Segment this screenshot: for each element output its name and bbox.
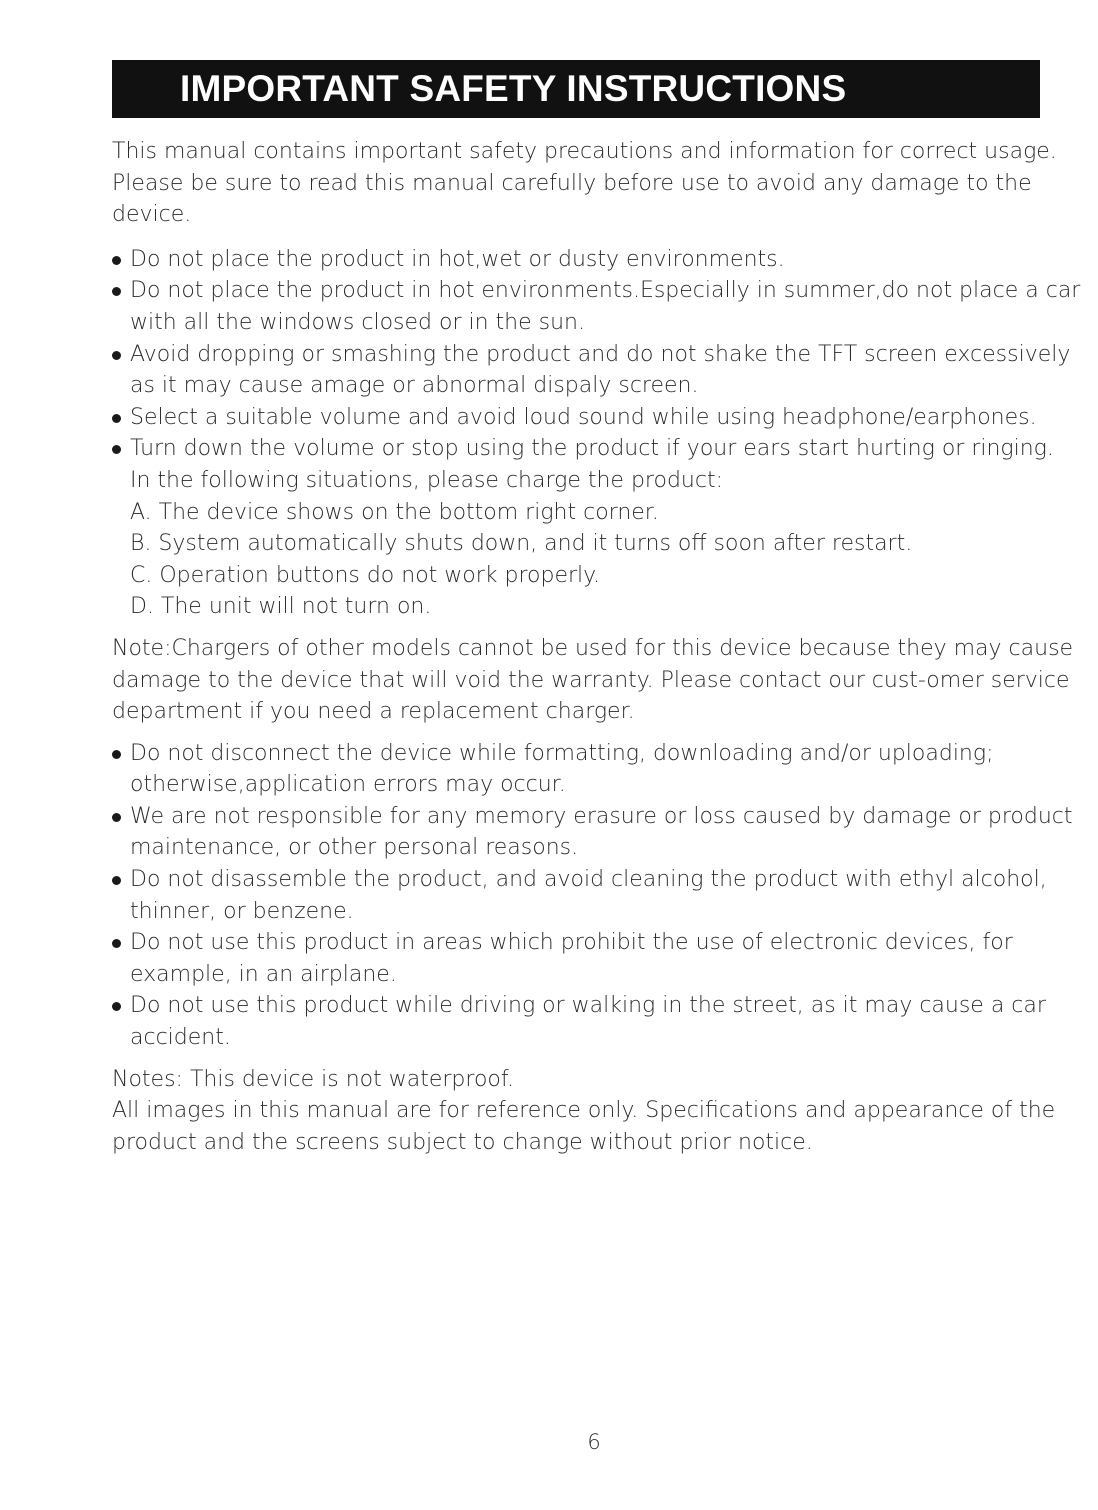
bullet-icon bbox=[112, 750, 121, 759]
charge-item: B. System automatically shuts down, and it turns off soon after restart. bbox=[130, 531, 913, 557]
bullet-icon bbox=[112, 256, 121, 265]
bullet-icon bbox=[112, 351, 121, 360]
charge-item: D. The unit will not turn on. bbox=[130, 594, 432, 620]
list-item: Do not use this product in areas which prohibit the use of electronic devices, for example, in an airplane. bbox=[112, 927, 1082, 990]
list-item: Do not place the product in hot environments.Especially in summer,do not place a car with all the windows closed or in the sun. bbox=[112, 275, 1082, 338]
charger-note: Note:Chargers of other models cannot be used for this device because they may cause damage to the device that will void the warranty. Please contact our cust-omer service department if you need a replacement charger. bbox=[112, 635, 1074, 725]
page-number: 6 bbox=[587, 1430, 601, 1454]
list-item: Select a suitable volume and avoid loud sound while using headphone/earphones. bbox=[112, 402, 1082, 434]
bullet-icon bbox=[112, 939, 121, 948]
page-title: IMPORTANT SAFETY INSTRUCTIONS bbox=[112, 60, 1040, 118]
list-item: Do not disconnect the device while formatting, downloading and/or uploading; otherwise,application errors may occur. bbox=[112, 738, 1082, 801]
list-item: Do not place the product in hot,wet or dusty environments. bbox=[112, 244, 1082, 276]
document-body bbox=[112, 136, 1082, 1158]
list-item: Turn down the volume or stop using the product if your ears start hurting or ringing. bbox=[112, 433, 1082, 465]
charge-item: C. Operation buttons do not work properly. bbox=[130, 562, 601, 588]
bullet-icon bbox=[112, 414, 121, 423]
charge-lead: In the following situations, please charge the product: bbox=[130, 467, 723, 493]
intro-paragraph: Please be sure to read this manual carefully before use to avoid any damage to the device. bbox=[112, 170, 1032, 228]
list-item: Do not disassemble the product, and avoid cleaning the product with ethyl alcohol, thinner, or benzene. bbox=[112, 864, 1082, 927]
bullet-icon bbox=[112, 876, 121, 885]
bullet-icon bbox=[112, 1002, 121, 1011]
list-item: Avoid dropping or smashing the product and do not shake the TFT screen excessively as it may cause amage or abnormal dispaly screen. bbox=[112, 339, 1082, 402]
list-item: We are not responsible for any memory erasure or loss caused by damage or product maintenance, or other personal reasons. bbox=[112, 801, 1082, 864]
bullet-icon bbox=[112, 287, 121, 296]
safety-list-1 bbox=[112, 244, 1082, 465]
reference-note: All images in this manual are for reference only. Specifications and appearance of the product and the screens subject to change without prior notice. bbox=[112, 1098, 1056, 1155]
charge-item: A. The device shows on the bottom right corner. bbox=[130, 499, 659, 525]
bullet-icon bbox=[112, 445, 121, 454]
bullet-icon bbox=[112, 813, 121, 822]
safety-list-2 bbox=[112, 738, 1082, 1054]
list-item: Do not use this product while driving or walking in the street, as it may cause a car accident. bbox=[112, 990, 1082, 1053]
waterproof-note: Notes: This device is not waterproof. bbox=[112, 1066, 515, 1092]
intro-paragraph: This manual contains important safety precautions and information for correct usage. bbox=[112, 139, 1057, 164]
